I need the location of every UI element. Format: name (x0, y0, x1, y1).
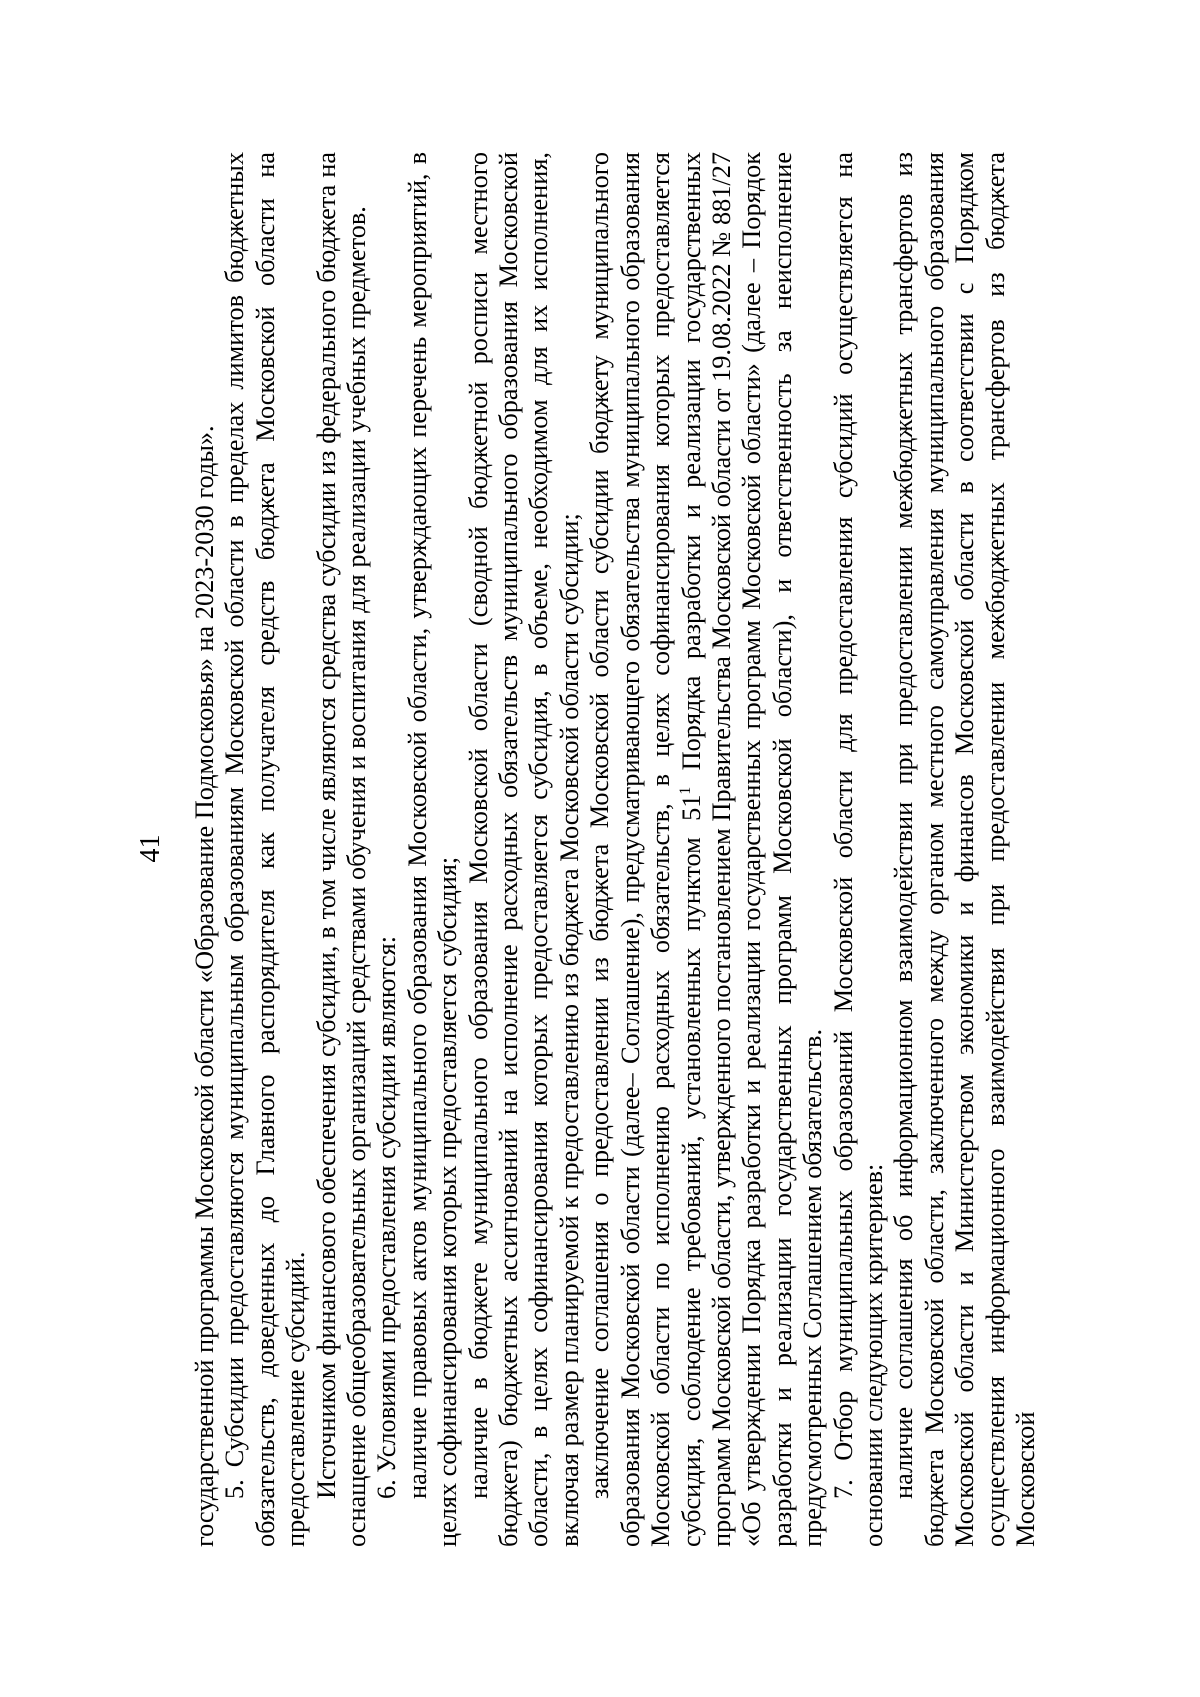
paragraph-information-agreement: наличие соглашения об информационном взаимодействии при предоставлении межбюджетных трансфертов из бюджета Московской области, заключенного между органом местного самоуправления муниципального образования Московской области и Министерством экономики и финансов Московской области в соответствии с Порядком осуществления информационного взаимодействия при предоставлении межбюджетных трансфертов из бюджета Московской (889, 152, 1040, 1547)
paragraph-budget-allocations: наличие в бюджете муниципального образования Московской области (сводной бюджетной росписи местного бюджета) бюджетных ассигнований на исполнение расходных обязательств муниципального образования Московской области, в целях софинансирования которых предоставляется субсидия, в объеме, необходимом для их исполнения, включая размер планируемой к предоставлению из бюджета Московской области субсидии; (463, 152, 584, 1547)
document-body (190, 152, 1041, 1547)
paragraph-conditions-heading: 6. Условиями предоставления субсидии являются: (372, 935, 402, 1499)
agreement-text-start: заключение соглашения о предоставлении из бюджета Московской области субсидии бюджету муниципального образования Московской области (далее– Соглашение), предусматривающего обязательства муниципального образования Московской области по исполнению расходных обязательств, в целях софинансирования которых предоставляется субсидия, соблюдение требований, установленных пунктом 51 (585, 152, 706, 1547)
page-number: 41 (135, 834, 166, 863)
paragraph-legal-acts: наличие правовых актов муниципального образования Московской области, утверждающих перечень мероприятий, в целях софинансирования которых предоставляется субсидия; (402, 152, 463, 1547)
footnote-superscript: 1 (676, 786, 694, 795)
paragraph-subsidy-limits: 5. Субсидии предоставляются муниципальным образованиям Московской области в пределах лимитов бюджетных обязательств, доведенных до Главного распорядителя как получателя средств бюджета Московской области на предоставление субсидий. (220, 152, 311, 1547)
agreement-text-end: Порядка разработки и реализации государственных программ Московской области, утвержденного постановлением Правительства Московской области от 19.08.2022 № 881/27 «Об утверждении Порядка разработки и реализации государственных программ Московской области» (далее – Порядок разработки и реализации государственных программ Московской области), и ответственность за неисполнение предусмотренных Соглашением обязательств. (676, 152, 828, 1547)
paragraph-program-title: государственной программы Московской области «Образование Подмосковья» на 2023-2030 годы». (190, 425, 219, 1547)
paragraph-agreement (585, 152, 828, 1547)
paragraph-selection-criteria: 7. Отбор муниципальных образований Московской области для предоставления субсидий осуществляется на основании следующих критериев: (828, 152, 888, 1547)
paragraph-funding-source: Источником финансового обеспечения субсидии, в том числе являются средства субсидии из федерального бюджета на оснащение общеобразовательных организаций средствами обучения и воспитания для реализации учебных предметов. (311, 152, 372, 1547)
